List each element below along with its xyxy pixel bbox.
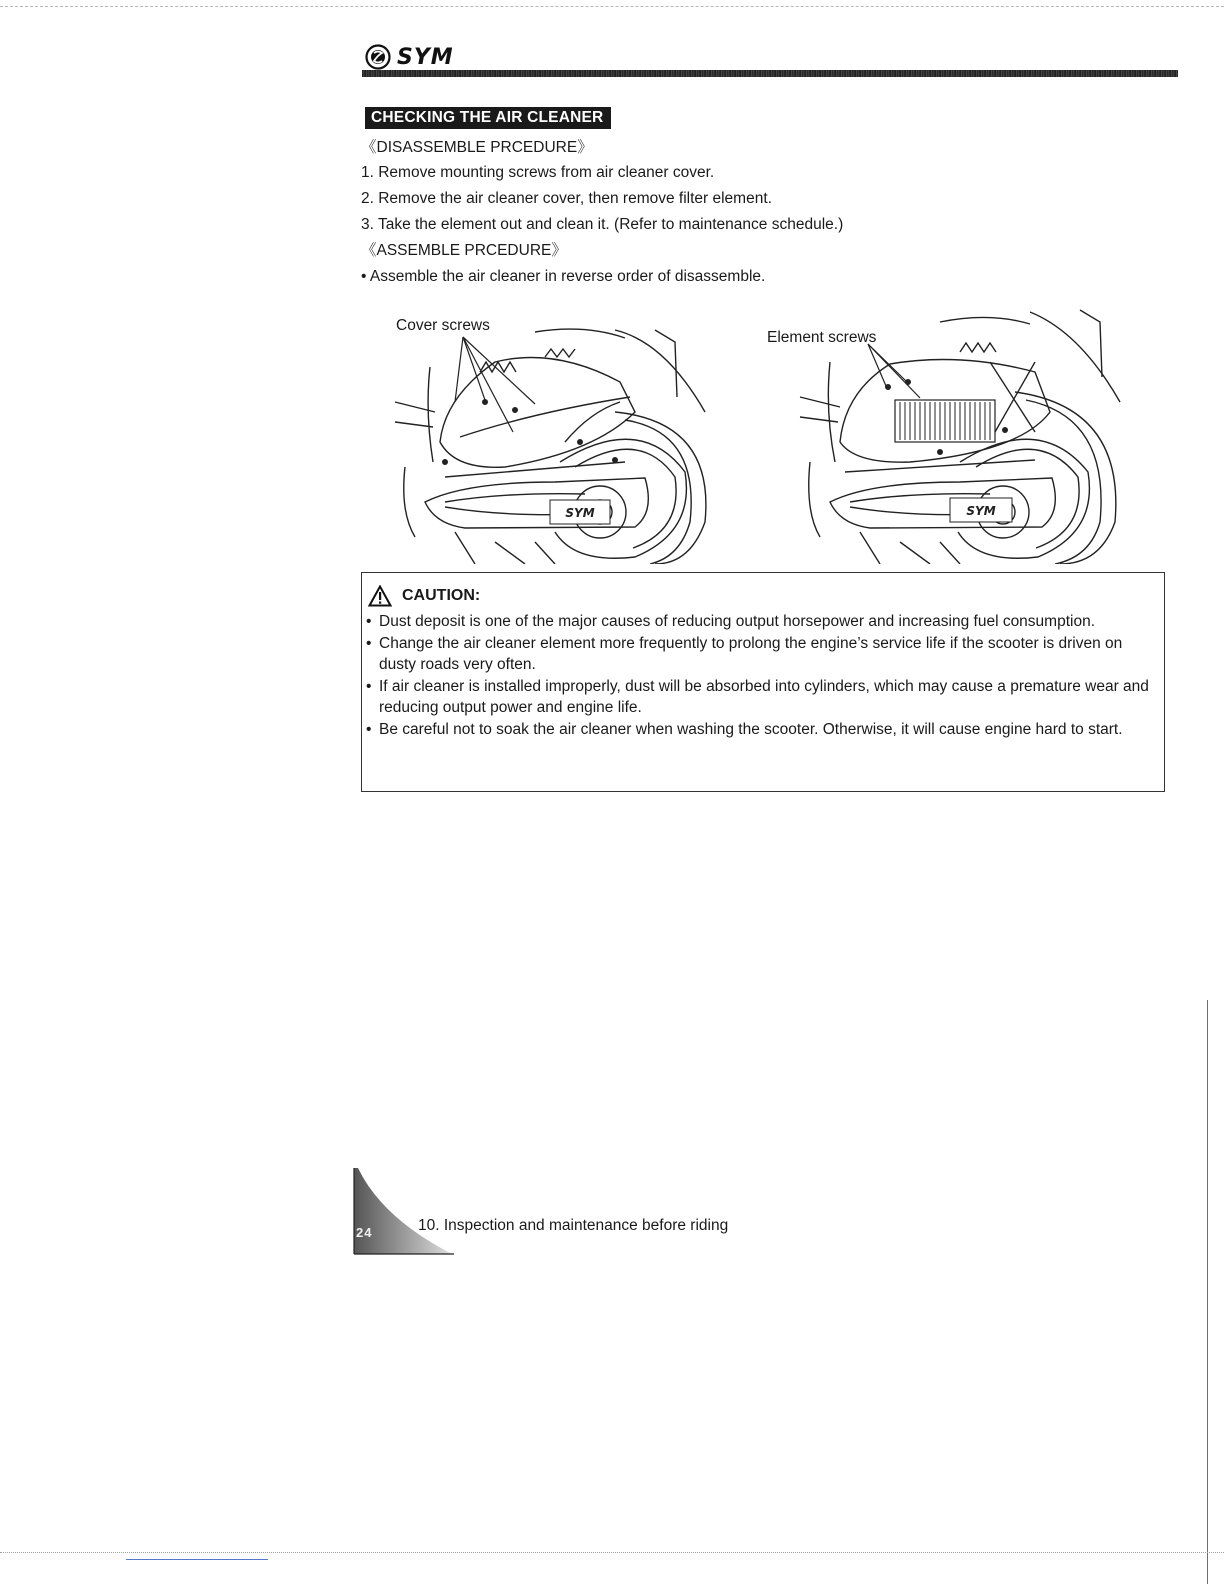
brand-name: SYM <box>397 44 454 70</box>
caution-box <box>361 572 1165 792</box>
element-screws-label: Element screws <box>767 329 877 346</box>
figure-element-screws <box>767 302 1160 564</box>
caution-item: • If air cleaner is installed improperly, dust will be absorbed into cylinders, which may cause a premature wear and reducing output power and engine life. <box>366 676 1156 719</box>
scooter-cover-illustration <box>385 302 755 564</box>
page-number-tab <box>352 1168 456 1258</box>
figure-cover-screws <box>385 302 755 564</box>
step-2: 2. Remove the air cleaner cover, then remove filter element. <box>361 190 772 207</box>
page-number: 24 <box>356 1225 373 1240</box>
caution-title: CAUTION: <box>402 587 481 604</box>
caution-item: • Be careful not to soak the air cleaner when washing the scooter. Otherwise, it will cause engine hard to start. <box>366 719 1156 741</box>
assemble-note: • Assemble the air cleaner in reverse order of disassemble. <box>361 268 766 285</box>
scan-edge-bottom <box>0 1552 1224 1554</box>
step-1: 1. Remove mounting screws from air cleaner cover. <box>361 164 715 181</box>
warning-triangle-icon <box>368 585 392 607</box>
caution-list <box>366 611 1156 741</box>
section-title: CHECKING THE AIR CLEANER <box>365 107 611 129</box>
scan-blue-line <box>126 1559 268 1560</box>
step-3: 3. Take the element out and clean it. (Refer to maintenance schedule.) <box>361 216 844 233</box>
fig-left-badge: SYM <box>565 506 595 520</box>
caution-header <box>368 585 480 607</box>
scan-edge-top <box>0 6 1224 9</box>
assemble-heading: 《ASSEMBLE PRCEDURE》 <box>361 242 567 259</box>
scan-edge-right <box>1207 1000 1208 1584</box>
sym-emblem-icon <box>365 44 391 70</box>
caution-item: • Dust deposit is one of the major causes of reducing output horsepower and increasing fuel consumption. <box>366 611 1156 633</box>
brand-logo <box>365 44 454 70</box>
disassemble-heading: 《DISASSEMBLE PRCEDURE》 <box>361 139 593 156</box>
cover-screws-label: Cover screws <box>396 317 490 334</box>
fig-right-badge: SYM <box>966 504 996 518</box>
caution-item: • Change the air cleaner element more frequently to prolong the engine’s service life if the scooter is driven on dusty roads very often. <box>366 633 1156 676</box>
chapter-title: 10. Inspection and maintenance before riding <box>418 1217 729 1234</box>
header-rule <box>362 70 1178 77</box>
